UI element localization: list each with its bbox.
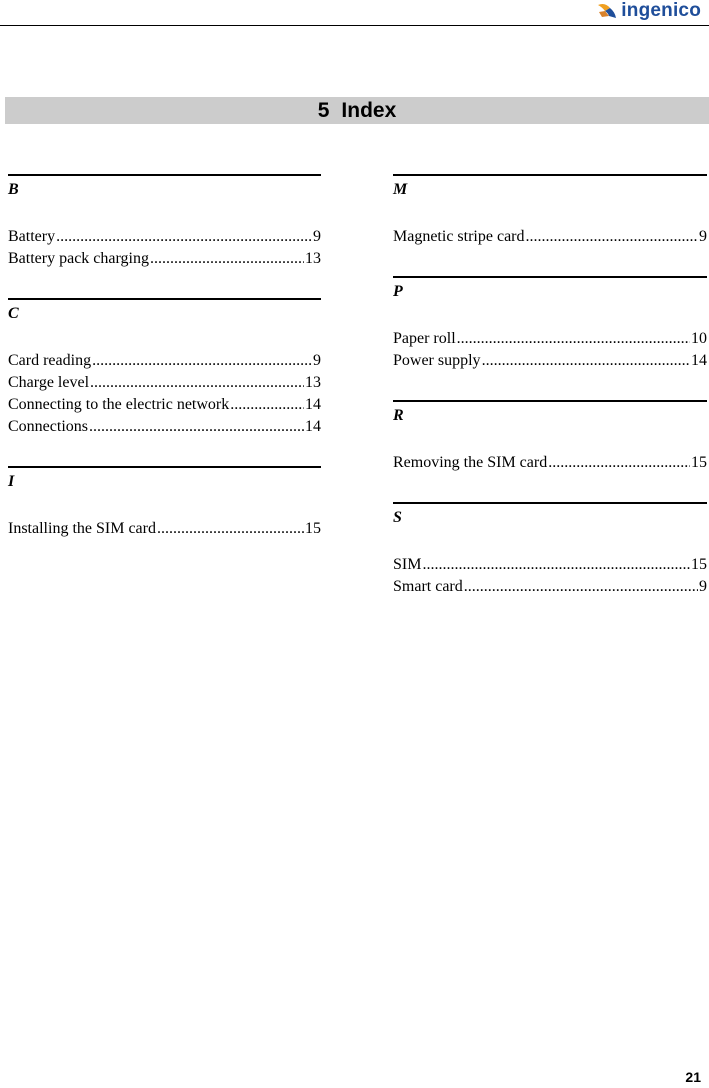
index-entry[interactable] bbox=[393, 554, 707, 576]
dot-leader bbox=[464, 576, 698, 598]
entry-text: Magnetic stripe card bbox=[393, 228, 525, 245]
entry-page: 15 bbox=[691, 454, 707, 471]
entry-text: Power supply bbox=[393, 352, 481, 369]
index-section-r bbox=[393, 400, 707, 474]
index-column-left bbox=[8, 174, 321, 540]
entry-page: 14 bbox=[305, 418, 321, 435]
dot-leader bbox=[157, 518, 304, 540]
section-letter: M bbox=[393, 174, 707, 199]
index-column-right bbox=[393, 174, 707, 598]
index-section-c bbox=[8, 298, 321, 438]
section-letter: B bbox=[8, 174, 321, 199]
section-letter: I bbox=[8, 466, 321, 491]
entry-text: Installing the SIM card bbox=[8, 520, 156, 537]
entry-text: Connecting to the electric network bbox=[8, 396, 230, 413]
entry-page: 9 bbox=[699, 228, 707, 245]
dot-leader bbox=[457, 328, 690, 350]
index-section-p bbox=[393, 276, 707, 372]
entry-page: 10 bbox=[691, 330, 707, 347]
entry-page: 15 bbox=[305, 520, 321, 537]
entry-page: 14 bbox=[691, 352, 707, 369]
index-section-s bbox=[393, 502, 707, 598]
section-letter: C bbox=[8, 298, 321, 323]
dot-leader bbox=[150, 248, 304, 270]
entry-text: Charge level bbox=[8, 374, 90, 391]
index-section-m bbox=[393, 174, 707, 248]
entry-text: Smart card bbox=[393, 578, 463, 595]
entry-page: 13 bbox=[305, 374, 321, 391]
chapter-number: 5 bbox=[317, 98, 330, 122]
entry-page: 9 bbox=[699, 578, 707, 595]
page-number: 21 bbox=[685, 1069, 701, 1085]
entry-page: 9 bbox=[313, 352, 321, 369]
entry-text: Card reading bbox=[8, 352, 92, 369]
section-letter: R bbox=[393, 400, 707, 425]
index-section-b bbox=[8, 174, 321, 270]
entry-text: Paper roll bbox=[393, 330, 456, 347]
index-entry[interactable] bbox=[8, 372, 321, 394]
index-entry[interactable] bbox=[393, 328, 707, 350]
index-section-i bbox=[8, 466, 321, 540]
index-entry[interactable] bbox=[8, 394, 321, 416]
entry-page: 9 bbox=[313, 228, 321, 245]
index-entry[interactable] bbox=[393, 226, 707, 248]
dot-leader bbox=[89, 416, 304, 438]
index-entry[interactable] bbox=[393, 452, 707, 474]
index-entry[interactable] bbox=[393, 350, 707, 372]
dot-leader bbox=[526, 226, 699, 248]
entry-page: 13 bbox=[305, 250, 321, 267]
index-entry[interactable] bbox=[8, 248, 321, 270]
dot-leader bbox=[90, 372, 304, 394]
dot-leader bbox=[482, 350, 690, 372]
section-letter: S bbox=[393, 502, 707, 527]
index-entry[interactable] bbox=[8, 350, 321, 372]
dot-leader bbox=[230, 394, 304, 416]
dot-leader bbox=[548, 452, 690, 474]
entry-page: 15 bbox=[691, 556, 707, 573]
dot-leader bbox=[92, 350, 312, 372]
entry-text: Battery bbox=[8, 228, 56, 245]
entry-page: 14 bbox=[305, 396, 321, 413]
brand-logo bbox=[596, 0, 701, 22]
entry-text: Battery pack charging bbox=[8, 250, 149, 267]
entry-text: Connections bbox=[8, 418, 88, 435]
index-entry[interactable] bbox=[8, 226, 321, 248]
chapter-title: Index bbox=[341, 98, 397, 122]
section-letter: P bbox=[393, 276, 707, 301]
entry-text: SIM bbox=[393, 556, 422, 573]
index-entry[interactable] bbox=[8, 416, 321, 438]
header-rule bbox=[0, 25, 709, 26]
dot-leader bbox=[56, 226, 312, 248]
brand-name: ingenico bbox=[621, 0, 701, 21]
index-entry[interactable] bbox=[8, 518, 321, 540]
dot-leader bbox=[422, 554, 690, 576]
entry-text: Removing the SIM card bbox=[393, 454, 548, 471]
ingenico-logo-icon bbox=[596, 2, 618, 20]
chapter-title-bar bbox=[5, 97, 709, 124]
index-entry[interactable] bbox=[393, 576, 707, 598]
